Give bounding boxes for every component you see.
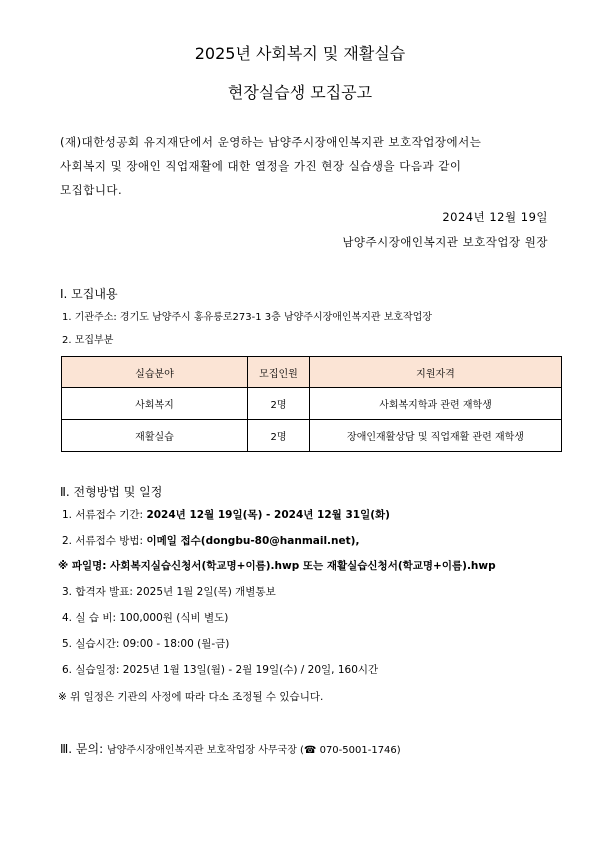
intro-line-2: 사회복지 및 장애인 직업재활에 대한 열정을 가진 현장 실습생을 다음과 같이 bbox=[60, 159, 462, 173]
table-header-qualification: 지원자격 bbox=[310, 357, 562, 388]
training-schedule: 6. 실습일정: 2025년 1월 13일(월) - 2월 19일(수) / 20일, 160시간 bbox=[62, 664, 379, 676]
section-1-item-address: 1. 기관주소: 경기도 남양주시 홍유릉로273-1 3층 남양주시장애인복지관 보호작업장 bbox=[62, 312, 433, 323]
filename-note-label: ※ 파일명: bbox=[58, 560, 111, 572]
application-period bbox=[62, 507, 390, 522]
application-method bbox=[62, 533, 359, 548]
filename-note bbox=[58, 558, 496, 573]
table-cell-count: 2명 bbox=[248, 388, 310, 420]
table-cell-qualification: 장애인재활상담 및 직업재활 관련 재학생 bbox=[310, 420, 562, 452]
table-cell-field: 재활실습 bbox=[62, 420, 248, 452]
table-header-count: 모집인원 bbox=[248, 357, 310, 388]
training-fee: 4. 실 습 비: 100,000원 (식비 별도) bbox=[62, 612, 229, 624]
table-header-row bbox=[62, 357, 562, 388]
notice-date: 2024년 12월 19일 bbox=[442, 210, 548, 224]
training-hours: 5. 실습시간: 09:00 - 18:00 (월-금) bbox=[62, 638, 230, 650]
section-1-item-positions: 2. 모집부분 bbox=[62, 335, 114, 346]
notice-signer: 남양주시장애인복지관 보호작업장 원장 bbox=[342, 235, 548, 249]
application-method-label: 2. 서류접수 방법: bbox=[62, 535, 147, 547]
table-cell-count: 2명 bbox=[248, 420, 310, 452]
table-row bbox=[62, 420, 562, 452]
table-cell-qualification: 사회복지학과 관련 재학생 bbox=[310, 388, 562, 420]
result-announcement: 3. 합격자 발표: 2025년 1월 2일(목) 개별통보 bbox=[62, 586, 276, 598]
section-3-heading: Ⅲ. 문의: bbox=[60, 742, 104, 756]
page-subtitle: 현장실습생 모집공고 bbox=[227, 83, 373, 102]
table-header-field: 실습분야 bbox=[62, 357, 248, 388]
recruit-table bbox=[61, 356, 562, 452]
table-cell-field: 사회복지 bbox=[62, 388, 248, 420]
application-method-value: 이메일 접수(dongbu-80@hanmail.net), bbox=[146, 535, 360, 547]
page-title: 2025년 사회복지 및 재활실습 bbox=[194, 44, 406, 63]
intro-line-3: 모집합니다. bbox=[60, 183, 123, 197]
section-2-heading: Ⅱ. 전형방법 및 일정 bbox=[60, 485, 163, 499]
schedule-note: ※ 위 일정은 기관의 사정에 따라 다소 조정될 수 있습니다. bbox=[58, 691, 324, 703]
contact-line bbox=[60, 740, 401, 757]
contact-info: 남양주시장애인복지관 보호작업장 사무국장 (☎ 070-5001-1746) bbox=[106, 745, 401, 756]
intro-line-1: (재)대한성공회 유지재단에서 운영하는 남양주시장애인복지관 보호작업장에서는 bbox=[60, 135, 482, 149]
section-1-heading: Ⅰ. 모집내용 bbox=[60, 287, 118, 301]
application-period-value: 2024년 12월 19일(목) - 2024년 12월 31일(화) bbox=[146, 509, 390, 521]
table-row bbox=[62, 388, 562, 420]
filename-note-value: 사회복지실습신청서(학교명+이름).hwp 또는 재활실습신청서(학교명+이름).hwp bbox=[110, 560, 496, 572]
application-period-label: 1. 서류접수 기간: bbox=[62, 509, 147, 521]
